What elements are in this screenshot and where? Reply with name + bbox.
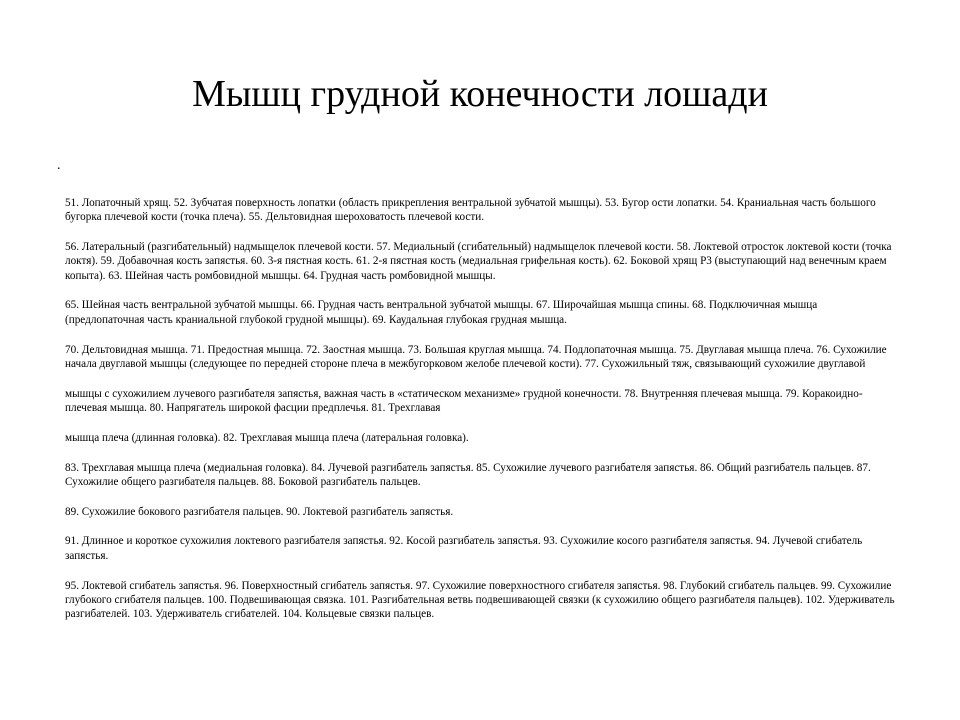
paragraph-56-64: 56. Латеральный (разгибательный) надмыщелок плечевой кости. 57. Медиальный (сгибательный) надмыщелок плечевой кости. 58. Локтевой отросток локтевой кости (точка локтя). 59. Добавочная кость запястья. 60. 3-я пястная кость. 61. 2-я пястная кость (медиальная грифельная кость). 62. Боковой хрящ Р3 (выступающий над венечным краем копыта). 63. Шейная часть ромбовидной мышцы. 64. Грудная часть ромбовидной мышцы. [65,241,892,282]
paragraph-91-94: 91. Длинное и короткое сухожилия локтевого разгибателя запястья. 92. Косой разгибатель запястья. 93. Сухожилие косого разгибателя запястья. 94. Лучевой сгибатель запястья. [65,535,863,562]
paragraph-89-90: 89. Сухожилие бокового разгибателя пальцев. 90. Локтевой разгибатель запястья. [65,505,454,518]
paragraph-70-77: 70. Дельтовидная мышца. 71. Предостная мышца. 72. Заостная мышца. 73. Большая круглая мышца. 74. Подлопаточная мышца. 75. Двуглавая мышца плеча. 76. Сухожилие начала двуглавой мышцы (следующее по передней стороне плеча в межбугорковом желобе плечевой кости). 77. Сухожильный тяж, связывающий сухожилие двуглавой [65,343,887,370]
slide-title: Мышц грудной конечности лошади [192,73,768,115]
paragraph-81-82: мышца плеча (длинная головка). 82. Трехглавая мышца плеча (латеральная головка). [65,431,469,444]
bullet-mark: . [57,158,61,173]
paragraph-95-104: 95. Локтевой сгибатель запястья. 96. Поверхностный сгибатель запястья. 97. Сухожилие поверхностного сгибателя запястья. 98. Глубокий сгибатель пальцев. 99. Сухожилие глубокого сгибателя пальцев. 100. Подвешивающая связка. 101. Разгибательная ветвь подвешивающей связки (к сухожилию общего разгибателя пальцев). 102. Удерживатель разгибателей. 103. Удерживатель сгибателей. 104. Кольцевые связки пальцев. [65,579,895,621]
slide-body [65,196,895,637]
paragraph-83-88: 83. Трехглавая мышца плеча (медиальная головка). 84. Лучевой разгибатель запястья. 85. Сухожилие лучевого разгибателя запястья. 86. Общий разгибатель пальцев. 87. Сухожилие общего разгибателя пальцев. 88. Боковой разгибатель пальцев. [65,461,871,488]
paragraph-65-69: 65. Шейная часть вентральной зубчатой мышцы. 66. Грудная часть вентральной зубчатой мышцы. 67. Широчайшая мышца спины. 68. Подключичная мышца (предлопаточная часть краниальной глубокой грудной мышцы). 69. Каудальная глубокая грудная мышца. [65,299,818,326]
paragraph-77-81: мышцы с сухожилием лучевого разгибателя запястья, важная часть в «статическом механизме» грудной конечности. 78. Внутренняя плечевая мышца. 79. Коракоидно-плечевая мышца. 80. Напрягатель широкой фасции предплечья. 81. Трехглавая [65,387,863,414]
paragraph-51-55: 51. Лопаточный хрящ. 52. Зубчатая поверхность лопатки (область прикрепления вентральной зубчатой мышцы). 53. Бугор ости лопатки. 54. Краниальная часть большого бугорка плечевой кости (точка плеча). 55. Дельтовидная шероховатость плечевой кости. [65,197,876,224]
